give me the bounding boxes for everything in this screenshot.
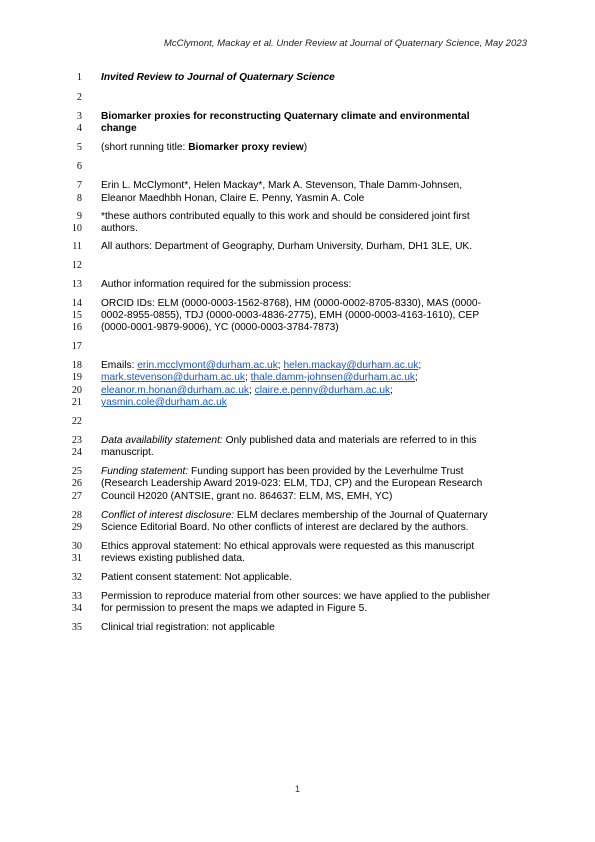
- emails-label: Emails:: [101, 360, 138, 371]
- manuscript-line: [0, 240, 595, 254]
- line-number: 12: [71, 260, 82, 271]
- manuscript-line: [0, 160, 595, 174]
- manuscript-line: [0, 179, 595, 193]
- running-title-text: Biomarker proxy review: [188, 142, 304, 153]
- line-number: 10: [71, 223, 82, 234]
- line-number: 21: [71, 397, 82, 408]
- manuscript-line: [0, 259, 595, 273]
- manuscript-line: [0, 321, 595, 335]
- manuscript-line: [0, 340, 595, 354]
- author-info-heading: Author information required for the submission process:: [101, 279, 352, 290]
- clinical-trial-statement: Clinical trial registration: not applicable: [101, 622, 275, 633]
- authors-line2: Eleanor Maedhbh Honan, Claire E. Penny, Yasmin A. Cole: [101, 193, 365, 204]
- conflict-cont: Science Editorial Board. No other conflicts of interest are declared by the authors.: [101, 522, 469, 533]
- line-number: 8: [76, 193, 82, 204]
- manuscript-line: [0, 371, 595, 385]
- line-number: 15: [71, 310, 82, 321]
- line-number: 13: [71, 279, 82, 290]
- line-number: 7: [76, 180, 82, 191]
- ethics-statement: Ethics approval statement: No ethical approvals were requested as this manuscript: [101, 541, 475, 552]
- permission-cont: for permission to present the maps we adapted in Figure 5.: [101, 603, 368, 614]
- conflict-label: Conflict of interest disclosure:: [101, 510, 235, 521]
- patient-consent-statement: Patient consent statement: Not applicable.: [101, 572, 292, 583]
- running-title-suffix: ): [303, 142, 308, 153]
- line-number: 33: [71, 591, 82, 602]
- email-link[interactable]: yasmin.cole@durham.ac.uk: [101, 397, 227, 408]
- emails-line2: [101, 371, 418, 385]
- manuscript-line: [0, 141, 595, 155]
- email-separator: ;: [390, 385, 393, 396]
- email-separator: ;: [415, 372, 418, 383]
- funding-text: Funding support has been provided by the Leverhulme Trust: [188, 466, 464, 477]
- running-title: [101, 141, 307, 155]
- email-separator: ;: [244, 372, 251, 383]
- line-number: 9: [76, 211, 82, 222]
- line-number: 1: [76, 72, 82, 83]
- funding-cont1: (Research Leadership Award 2019-023: ELM, TDJ, CP) and the European Research: [101, 478, 483, 489]
- email-link[interactable]: erin.mcclymont@durham.ac.uk: [137, 360, 278, 371]
- paper-title-line1: Biomarker proxies for reconstructing Quaternary climate and environmental: [101, 111, 470, 122]
- manuscript-line: [0, 521, 595, 535]
- running-title-prefix: (short running title:: [101, 142, 189, 153]
- line-number: 14: [71, 298, 82, 309]
- email-link[interactable]: claire.e.penny@durham.ac.uk: [254, 385, 391, 396]
- data-availability-text: Only published data and materials are referred to in this: [222, 435, 477, 446]
- orcid-line3: (0000-0001-9879-9006), YC (0000-0003-3784-7873): [101, 322, 339, 333]
- line-number: 31: [71, 553, 82, 564]
- joint-author-note-cont: authors.: [101, 223, 138, 234]
- line-number: 23: [71, 435, 82, 446]
- line-number: 11: [72, 241, 82, 252]
- email-separator: ;: [277, 360, 284, 371]
- permission-statement: Permission to reproduce material from other sources: we have applied to the publisher: [101, 591, 491, 602]
- funding-cont2: Council H2020 (ANTSIE, grant no. 864637: ELM, MS, EMH, YC): [101, 491, 393, 502]
- line-number: 24: [71, 447, 82, 458]
- line-number: 22: [71, 416, 82, 427]
- line-number: 5: [76, 142, 82, 153]
- manuscript-line: [0, 446, 595, 460]
- line-number: 29: [71, 522, 82, 533]
- line-number: 19: [71, 372, 82, 383]
- line-number: 16: [71, 322, 82, 333]
- manuscript-line: [0, 192, 595, 206]
- conflict-text: ELM declares membership of the Journal of Quaternary: [234, 510, 488, 521]
- manuscript-line: [0, 602, 595, 616]
- orcid-line1: ORCID IDs: ELM (0000-0003-1562-8768), HM (0000-0002-8705-8330), MAS (0000-: [101, 298, 481, 309]
- manuscript-line: [0, 222, 595, 236]
- data-availability-label: Data availability statement:: [101, 435, 223, 446]
- manuscript-line: [0, 552, 595, 566]
- line-number: 32: [71, 572, 82, 583]
- manuscript-line: [0, 477, 595, 491]
- email-link[interactable]: helen.mackay@durham.ac.uk: [283, 360, 419, 371]
- manuscript-line: [0, 396, 595, 410]
- email-link[interactable]: thale.damm-johnsen@durham.ac.uk: [250, 372, 416, 383]
- data-availability-cont: manuscript.: [101, 447, 154, 458]
- email-separator: ;: [248, 385, 255, 396]
- line-number: 6: [76, 161, 82, 172]
- manuscript-line: [0, 415, 595, 429]
- authors-line1: Erin L. McClymont*, Helen Mackay*, Mark A. Stevenson, Thale Damm-Johnsen,: [101, 180, 463, 191]
- line-number: 30: [71, 541, 82, 552]
- line-number: 4: [76, 123, 82, 134]
- line-number: 25: [71, 466, 82, 477]
- email-link[interactable]: eleanor.m.honan@durham.ac.uk: [101, 385, 249, 396]
- manuscript-line: [0, 571, 595, 585]
- manuscript-line: [0, 621, 595, 635]
- line-number: 28: [71, 510, 82, 521]
- running-header: McClymont, Mackay et al. Under Review at Journal of Quaternary Science, May 2023: [163, 38, 527, 49]
- page-number: 1: [294, 784, 300, 794]
- joint-author-note: *these authors contributed equally to this work and should be considered joint first: [101, 211, 470, 222]
- line-number: 2: [76, 92, 82, 103]
- email-separator: ;: [418, 360, 422, 371]
- manuscript-line: [0, 490, 595, 504]
- manuscript-line: [0, 122, 595, 136]
- line-number: 26: [71, 478, 82, 489]
- orcid-line2: 0002-8955-0855), TDJ (0000-0003-4836-2775), EMH (0000-0003-4163-1610), CEP: [101, 310, 480, 321]
- ethics-cont: reviews existing published data.: [101, 553, 245, 564]
- line-number: 34: [71, 603, 82, 614]
- manuscript-line: [0, 91, 595, 105]
- line-number: 27: [71, 491, 82, 502]
- manuscript-line: [0, 71, 595, 85]
- review-type: Invited Review to Journal of Quaternary Science: [101, 72, 335, 83]
- line-number: 20: [71, 385, 82, 396]
- line-number: 17: [71, 341, 82, 352]
- manuscript-line: [0, 278, 595, 292]
- email-link[interactable]: mark.stevenson@durham.ac.uk: [101, 372, 245, 383]
- line-number: 35: [71, 622, 82, 633]
- funding-label: Funding statement:: [101, 466, 189, 477]
- paper-title-line2: change: [101, 123, 137, 134]
- emails-line4: [101, 396, 227, 410]
- line-number: 3: [76, 111, 82, 122]
- affiliation: All authors: Department of Geography, Durham University, Durham, DH1 3LE, UK.: [101, 241, 473, 252]
- line-number: 18: [71, 360, 82, 371]
